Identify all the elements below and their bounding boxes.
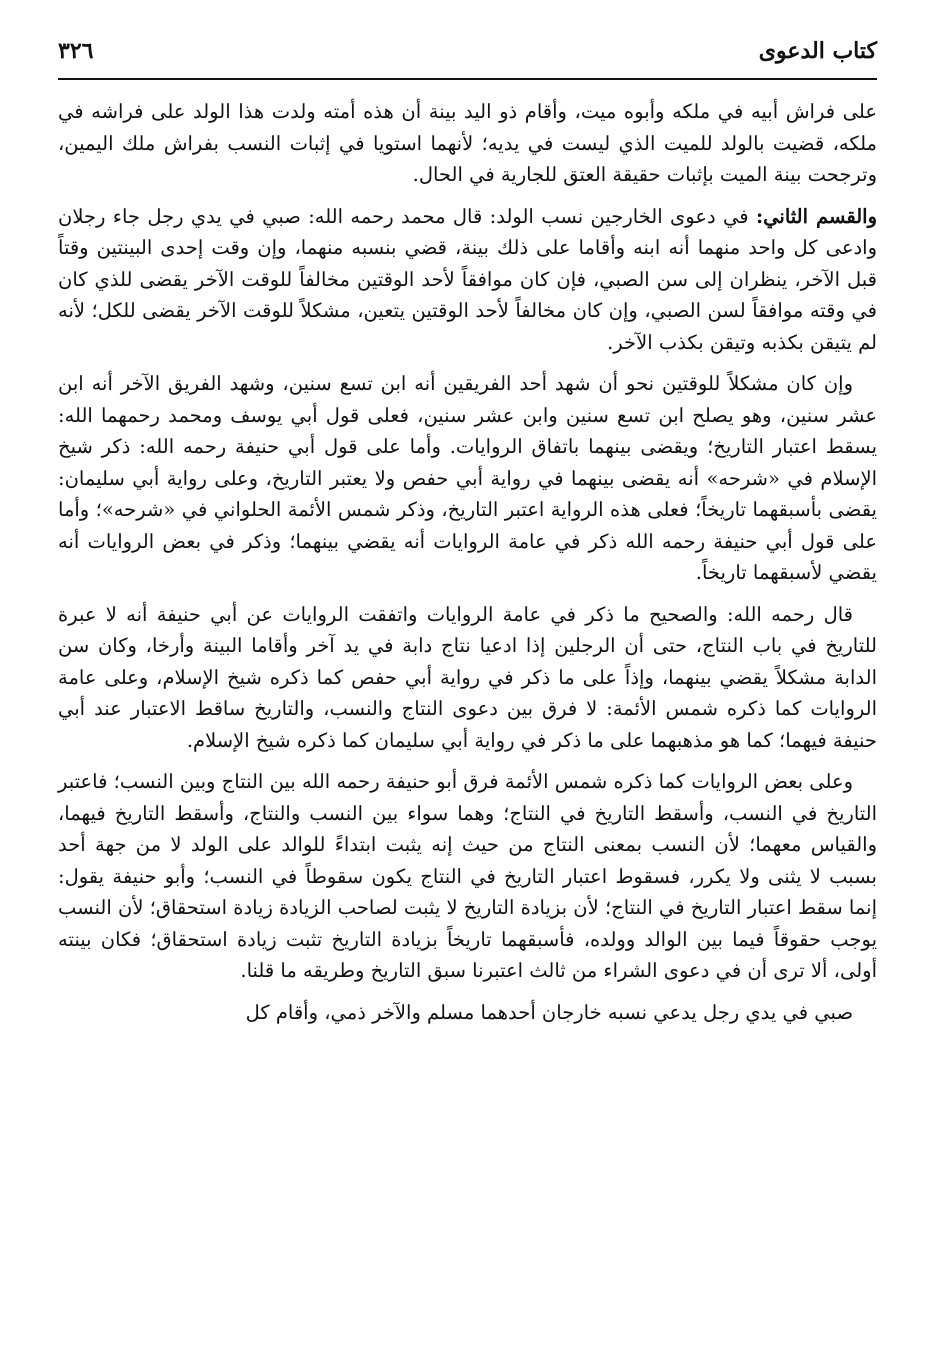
page-header: [58, 36, 877, 80]
page-body: [58, 96, 877, 1038]
paragraph-4-text: قال رحمه الله: والصحيح ما ذكر في عامة الروايات واتفقت الروايات عن أبي حنيفة أنه لا عبرة للتاريخ في باب النتاج، حتى أن الرجلين إذا ادعيا نتاج دابة في يد آخر وأقاما البينة وأرخا، وكان سن الدابة مشكلاً يقضي بينهما، وإذاً على ما ذكر في رواية أبي حفص كما ذكره شيخ الإسلام، وعلى عامة الروايات كما ذكره شمس الأئمة: لا فرق بين دعوى النتاج والنسب، والتاريخ ساقط الاعتبار عند أبي حنيفة فيهما؛ كما هو مذهبهما على ما ذكر في رواية أبي سليمان كما ذكره شيخ الإسلام.: [58, 602, 877, 752]
page-number: ٣٢٦: [58, 38, 94, 64]
paragraph-4: [58, 599, 877, 757]
paragraph-6: [58, 997, 877, 1029]
paragraph-2-heading: والقسم الثاني:: [755, 204, 877, 228]
paragraph-3-text: وإن كان مشكلاً للوقتين نحو أن شهد أحد الفريقين أنه ابن تسع سنين، وشهد الفريق الآخر أنه ابن عشر سنين، وهو يصلح ابن تسع سنين وابن عشر سنين، فعلى قول أبي يوسف ومحمد رحمهما الله: يسقط اعتبار التاريخ؛ ويقضى بينهما باتفاق الروايات. وأما على قول أبي حنيفة رحمه الله: ذكر شيخ الإسلام في «شرحه» أنه يقضى بينهما في رواية أبي حفص ولا يعتبر التاريخ، وعلى رواية أبي سليمان: يقضى بأسبقهما تاريخاً؛ فعلى هذه الرواية اعتبر التاريخ، وذكر شمس الأئمة الحلواني في «شرحه»؛ وأما على قول أبي حنيفة رحمه الله ذكر في عامة الروايات أنه يقضي بينهما؛ وذكر في بعض الروايات أنه يقضي لأسبقهما تاريخاً.: [58, 372, 877, 584]
paragraph-2-text: في دعوى الخارجين نسب الولد: قال محمد رحمه الله: صبي في يدي رجل جاء رجلان وادعى كل واحد منهما أنه ابنه وأقاما على ذلك بينة، قضي بنسبه منهما، وإن وقت إحدى البينتين وقتاً قبل الآخر، ينظران إلى سن الصبي، فإن كان موافقاً لأحد الوقتين مخالفاً للوقت الآخر يقضى للذي كان في وقته موافقاً لسن الصبي، وإن كان مخالفاً لأحد الوقتين يتعين، مشكلاً للوقت الآخر يقضى للكل؛ لأنه لم يتيقن بكذبه وتيقن بكذب الآخر.: [58, 204, 877, 354]
paragraph-5: [58, 766, 877, 987]
paragraph-2: [58, 201, 877, 359]
paragraph-6-text: صبي في يدي رجل يدعي نسبه خارجان أحدهما مسلم والآخر ذمي، وأقام كل: [245, 1000, 853, 1024]
paragraph-1-text: على فراش أبيه في ملكه وأبوه ميت، وأقام ذو اليد بينة أن هذه أمته ولدت هذا الولد على فراشه في ملكه، قضيت بالولد للميت الذي ليست في يديه؛ لأنهما استويا في إثبات النسب بفراش ملك اليمين، وترجحت بينة الميت بإثبات حقيقة العتق للجارية في الحال.: [58, 100, 877, 186]
paragraph-1: [58, 96, 877, 191]
book-title: كتاب الدعوى: [758, 38, 877, 64]
paragraph-5-text: وعلى بعض الروايات كما ذكره شمس الأئمة فرق أبو حنيفة رحمه الله بين النتاج وبين النسب؛ فاعتبر التاريخ في النسب، وأسقط التاريخ في النتاج؛ وهما سواء بين النسب والنتاج، وأسقط التاريخ فيهما، والقياس معهما؛ لأن النسب بمعنى النتاج من حيث إنه يثبت ابتداءً للوالد على الولد لا من جهة أحد بسبب لا يثنى ولا يكرر، فسقوط اعتبار التاريخ في النتاج يكون سقوطاً في النسب؛ وأبو حنيفة يقول: إنما سقط اعتبار التاريخ في النتاج؛ لأن بزيادة التاريخ لا يثبت لصاحب الزيادة زيادة استحقاق؛ لأن النسب يوجب حقوقاً فيما بين الوالد وولده، فأسبقهما تاريخاً بزيادة التاريخ تثبت زيادة استحقاق؛ فكان بينته أولى، ألا ترى أن في دعوى الشراء من ثالث اعتبرنا سبق التاريخ وطريقه ما قلنا.: [58, 770, 877, 982]
paragraph-3: [58, 368, 877, 589]
